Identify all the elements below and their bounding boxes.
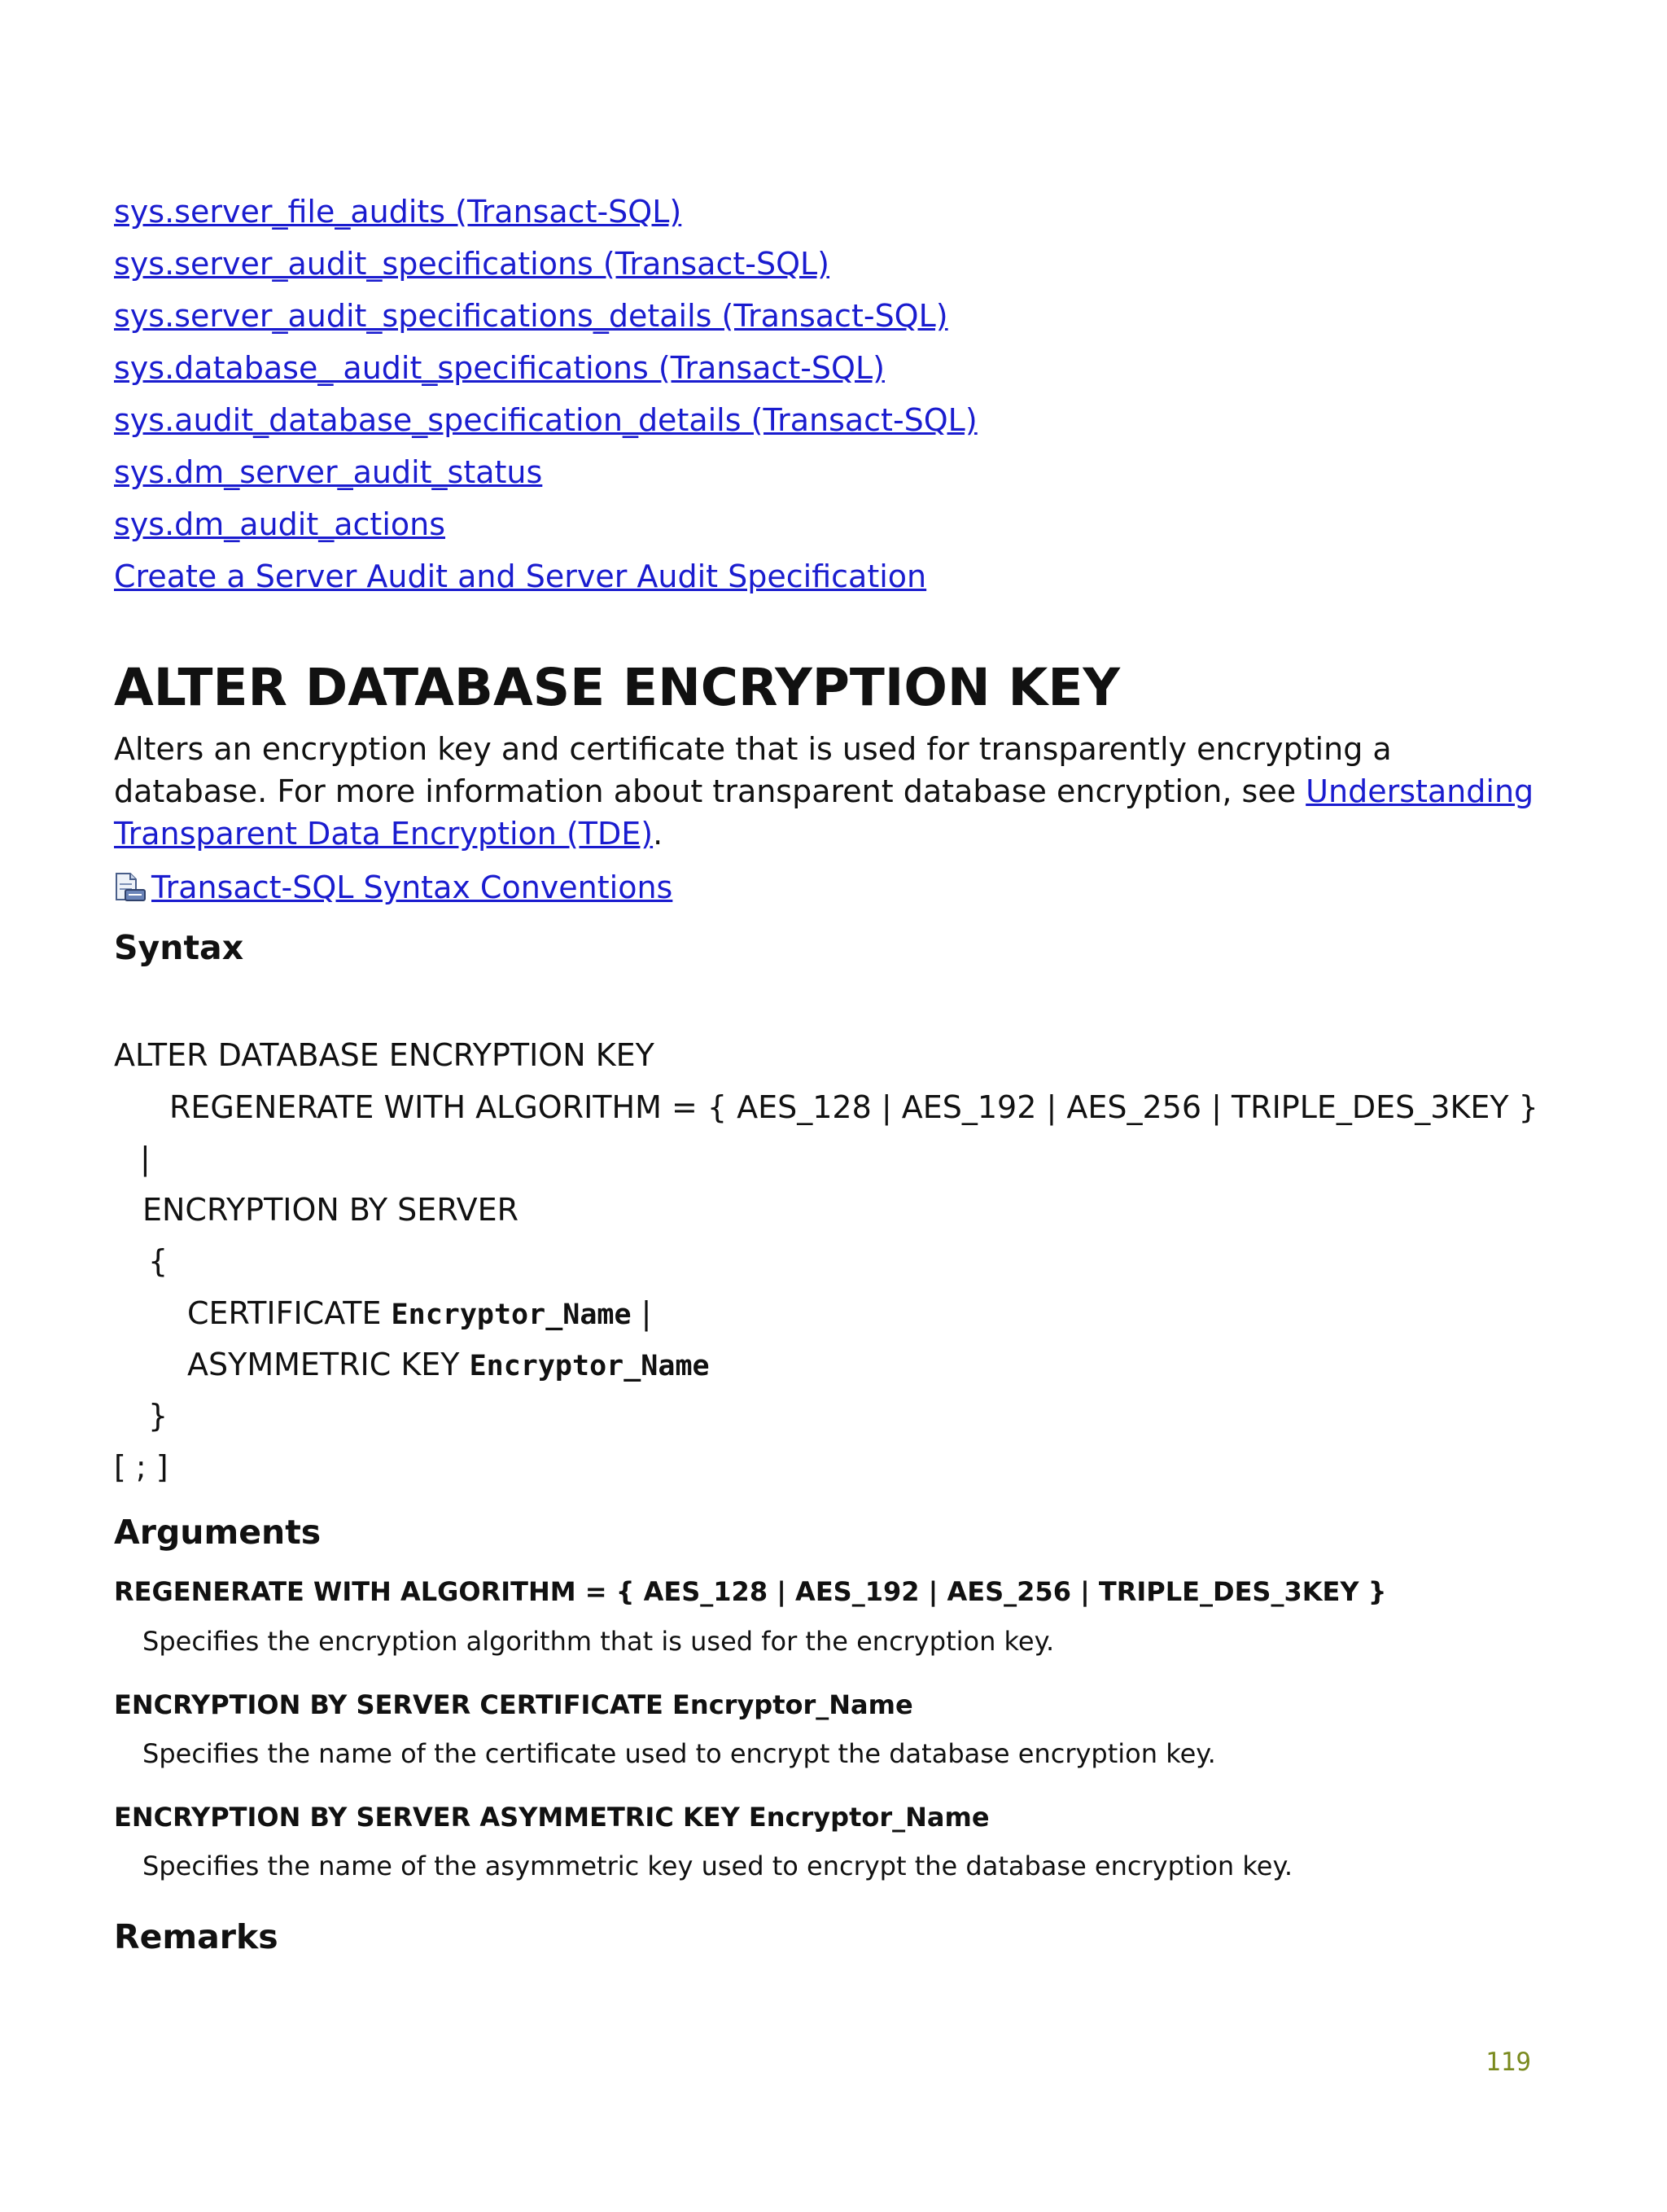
argument-term: ENCRYPTION BY SERVER CERTIFICATE Encryptor_Name bbox=[114, 1689, 913, 1720]
see-also-item bbox=[114, 550, 978, 602]
syntax-conventions-row bbox=[114, 865, 672, 910]
syntax-parameter: Encryptor_Name bbox=[391, 1299, 632, 1331]
see-also-item bbox=[114, 446, 978, 498]
argument-term: ENCRYPTION BY SERVER ASYMMETRIC KEY Encryptor_Name bbox=[114, 1802, 990, 1833]
see-also-item bbox=[114, 290, 978, 342]
page-number: 119 bbox=[1485, 2048, 1531, 2077]
see-also-item bbox=[114, 238, 978, 290]
link-understanding-tde[interactable]: Understanding Transparent Data Encryption (TDE) bbox=[114, 773, 1534, 852]
argument-description: Specifies the name of the asymmetric key used to encrypt the database encryption key. bbox=[142, 1851, 1293, 1881]
link-database-audit-specifications[interactable]: sys.database_ audit_specifications (Transact-SQL) bbox=[114, 350, 885, 386]
page-title: ALTER DATABASE ENCRYPTION KEY bbox=[114, 658, 1121, 717]
link-dm-server-audit-status[interactable]: sys.dm_server_audit_status bbox=[114, 454, 543, 490]
syntax-line: { bbox=[148, 1243, 168, 1279]
see-also-item bbox=[114, 394, 978, 446]
syntax-line: [ ; ] bbox=[114, 1449, 168, 1485]
syntax-keyword: ASYMMETRIC KEY bbox=[187, 1347, 470, 1382]
syntax-line: REGENERATE WITH ALGORITHM = { AES_128 | AES_192 | AES_256 | TRIPLE_DES_3KEY } bbox=[169, 1089, 1538, 1125]
link-syntax-conventions[interactable]: Transact-SQL Syntax Conventions bbox=[151, 869, 673, 905]
syntax-line: ENCRYPTION BY SERVER bbox=[142, 1192, 519, 1228]
argument-description: Specifies the name of the certificate used to encrypt the database encryption key. bbox=[142, 1738, 1216, 1769]
syntax-line bbox=[187, 1293, 651, 1335]
link-audit-database-specification-details[interactable]: sys.audit_database_specification_details (Transact-SQL) bbox=[114, 402, 978, 438]
link-dm-audit-actions[interactable]: sys.dm_audit_actions bbox=[114, 506, 446, 542]
see-also-link-list bbox=[114, 186, 978, 602]
see-also-item bbox=[114, 186, 978, 238]
syntax-line: } bbox=[148, 1398, 168, 1434]
link-create-server-audit[interactable]: Create a Server Audit and Server Audit Specification bbox=[114, 558, 927, 594]
syntax-line: ALTER DATABASE ENCRYPTION KEY bbox=[114, 1037, 654, 1073]
syntax-heading: Syntax bbox=[114, 928, 244, 967]
intro-text-end: . bbox=[653, 816, 663, 852]
link-server-file-audits[interactable]: sys.server_file_audits (Transact-SQL) bbox=[114, 194, 682, 230]
argument-description: Specifies the encryption algorithm that is used for the encryption key. bbox=[142, 1626, 1055, 1657]
syntax-parameter: Encryptor_Name bbox=[469, 1350, 710, 1382]
document-icon bbox=[114, 870, 147, 903]
remarks-heading: Remarks bbox=[114, 1917, 278, 1956]
arguments-heading: Arguments bbox=[114, 1513, 322, 1552]
intro-paragraph bbox=[114, 728, 1547, 855]
link-server-audit-specifications[interactable]: sys.server_audit_specifications (Transact-SQL) bbox=[114, 246, 829, 282]
see-also-item bbox=[114, 342, 978, 394]
link-server-audit-specifications-details[interactable]: sys.server_audit_specifications_details (Transact-SQL) bbox=[114, 298, 948, 334]
argument-term: REGENERATE WITH ALGORITHM = { AES_128 | AES_192 | AES_256 | TRIPLE_DES_3KEY } bbox=[114, 1576, 1387, 1607]
syntax-keyword: CERTIFICATE bbox=[187, 1295, 392, 1331]
syntax-line: | bbox=[140, 1141, 151, 1176]
syntax-line bbox=[187, 1344, 710, 1386]
syntax-separator: | bbox=[631, 1295, 652, 1331]
intro-text: Alters an encryption key and certificate that is used for transparently encrypting a database. For more information about transparent database encryption, see bbox=[114, 731, 1392, 809]
see-also-item bbox=[114, 498, 978, 550]
